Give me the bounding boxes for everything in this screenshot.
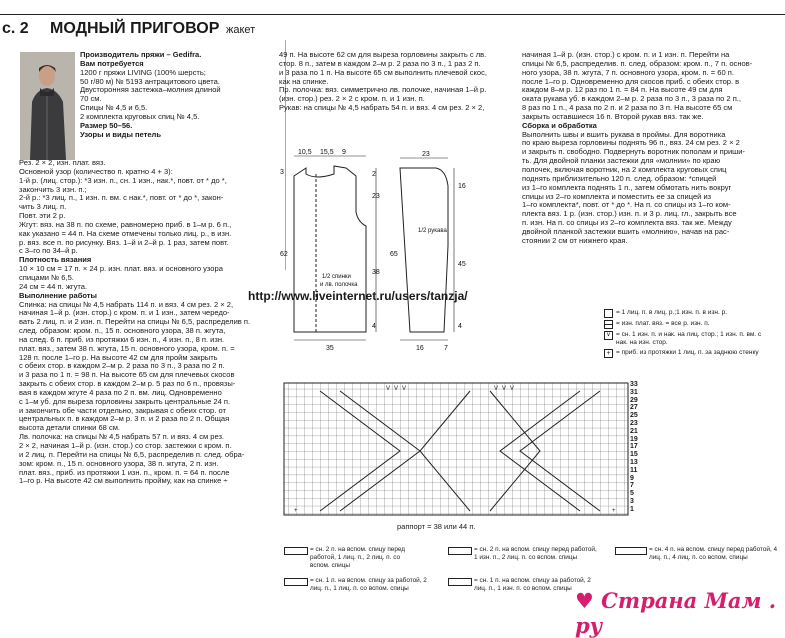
legend-text: = сн. 1 изн. п. и нак. на лиц. стор.; 1 изн. п. вм. с нак. на изн. стор. [616,331,762,346]
svg-text:+: + [294,508,298,514]
sleeve-outline [400,168,448,332]
text-line: 2 × 2, начиная 1–й р. (изн. стор.) со стор. застежки с кром. п. [19,441,232,450]
legend-text: = изн. плат. вяз. = все р. изн. п. [616,320,710,327]
row-number: 7 [630,482,634,490]
cable-chart [280,381,640,521]
sleeve-h-4: 4 [458,323,462,330]
row-number: 23 [630,419,638,427]
back-label-1: 1/2 спинки [322,274,351,280]
slip-stitch-icon: ∨ [604,331,613,340]
legend-text: = сн. 4 п. на вспом. спицу перед работой, 4 лиц. п., 4 лиц. п. со вспом. спицы [649,546,778,561]
row-number: 21 [630,427,638,435]
sleeve-top: 23 [422,151,430,158]
cable-symbol-icon [448,547,472,555]
svg-text:V: V [386,386,391,392]
row-number: 19 [630,435,638,443]
patterns-heading: Узоры и виды петель [80,129,161,139]
section-heading: Плотность вязания [19,255,92,265]
row-number: 11 [630,466,638,474]
svg-text:V: V [510,386,515,392]
dim-top-2: 15,5 [320,149,334,156]
materials-heading: Вам потребуется [80,58,144,68]
knit-symbol-icon [604,309,613,318]
sleeve-b-2: 7 [444,345,448,352]
text-line: с 1–м уб. для выреза горловины закрыть центральные 24 п. [19,396,231,406]
article-title: МОДНЫЙ ПРИГОВОР [50,20,220,37]
dim-h-1: 3 [280,169,284,176]
section-heading: Выполнение работы [19,290,97,300]
legend-cable-2 [284,577,434,593]
symbol-legend [604,309,782,358]
text-line: центральных п. в каждом 2–м р. 3 п. и 2 раза по 2 п. Общая [19,414,230,424]
text-line: как на спинке. [279,76,329,86]
text-line: спицы № 6,5, распределив. п. след. образом: кром. п., 7 п. основ- [522,58,753,68]
text-line: 49 п. На высоте 62 см для выреза горловины закрыть с лв. [279,50,487,59]
section-heading: Сборка и обработка [522,120,597,130]
sleeve-h-2: 65 [390,251,398,258]
text-line: 1-й р. (лиц. стор.): *3 изн. п., сн. 1 изн., нак.*, повт. от * до *, [19,175,227,185]
row-number: 3 [630,497,634,505]
text-line: из 1–го комплекта поднять 1 п., затем обмотать нить вокруг [522,182,732,192]
text-line: после 1–го р. Одновременно для скосов приб. с обеих стор. в [522,76,740,86]
text-line: 1200 г пряжи LIVING (100% шерсть; [80,67,206,77]
text-line: Рез. 2 × 2, изн. плат. вяз. [19,158,106,167]
legend-item [604,320,782,329]
text-line: спицы из 2–го комплекта и поместить ее за спицей из [522,191,712,201]
svg-text:+: + [612,508,616,514]
legend-item [604,349,782,358]
text-line: п. изн. На п. со спицы из 2–го комплекта вяз. так же. Между [522,218,732,228]
size-line: Размер 50–56. [80,120,133,130]
svg-text:V: V [394,386,399,392]
text-line: и 3 раза по 1 п. = 98 п. На высоте 65 см для плечевых скосов [19,370,235,380]
raport-label: раппорт = 38 или 44 п. [397,522,476,531]
text-line: плат. вяз., затем 38 п. жгута, 15 п. основного узора, кром. п. = [19,343,235,353]
text-line: 50 г/80 м) № 5193 антрацитового цвета. [80,76,220,86]
materials-block [80,51,221,139]
text-line: плат. вяз., приб. из протяжки 1 изн. п., кром. п. = 64 п. после [19,467,230,477]
svg-text:V: V [402,386,407,392]
row-number: 33 [630,381,638,388]
text-line: на след. 6 п. приб. из протяжки 6 изн. п., 4 изн. п., 8 п. изн. [19,334,225,344]
text-line: начиная 1–й р. (изн. стор.) с кром. п. и 1 изн., затем чередо- [19,308,230,318]
text-line: 24 см = 44 п. жгута. [19,281,88,291]
back-label-2: и лв. полочка [320,282,358,288]
row-number: 1 [630,505,634,513]
text-line: с обеих стор. в каждом 2–м р. 2 раза по 3 п., 3 раза по 2 п. [19,361,225,371]
text-line: полочек, включая воротник, на 2 комплекта круговых спиц [522,164,727,174]
text-line: с 3–го по 34–й р. [19,246,78,256]
cable-symbol-icon [615,547,647,555]
svg-text:V: V [494,386,499,392]
text-line: по краю выреза горловины поднять 96 п., вяз. 24 см рез. 2 × 2 [522,138,740,148]
sleeve-label: 1/2 рукава [418,228,447,234]
model-photo [20,52,75,160]
text-line: стор. 8 п., затем в каждом 2–м р. 2 раза по 3 п., 1 раз 2 п. [279,58,481,68]
text-line: закрыть оставшиеся 16 п. Второй рукав вяз. так же. [522,111,704,121]
text-line: Основной узор (количество п. кратно 4 + 3): [19,166,173,176]
instructions-column-3 [522,51,752,246]
legend-cable-3 [448,546,598,562]
cable-symbol-icon [448,578,472,586]
text-line: 1–го комплекта*, повт. от * до *. На п. со спицы из 1–го ком- [522,200,731,210]
instructions-column-2 [279,51,487,113]
legend-text: = сн. 2 п. на вспом. спицу перед работой, 1 лиц. п., 2 лиц. п. со вспом. спицы [310,546,406,569]
sleeve-h-1: 16 [458,183,466,190]
dim-h-6: 4 [372,323,376,330]
text-line: вать 2 лиц. п. и 2 изн. п. Перейти на спицы № 6,5, распределив п. [19,317,251,327]
text-line: каждом 8–м р. 12 раз по 1 п. = 84 п. На высоте 49 см для [522,85,723,95]
legend-text: = сн. 1 п. на вспом. спицу за работой, 2 лиц. п., 1 изн. п. со вспом. спицы [474,577,591,592]
text-line: двойной планкой застежки вшить «молнию», начав на рас- [522,226,730,236]
legend-cable-1 [284,546,408,570]
header-rule [0,14,785,15]
text-line: ть. Для двойной планки застежки для «молнии» по краю [522,156,721,166]
row-number: 31 [630,388,638,396]
text-line: поднять приблизительно 120 п. след. образом: *спицей [522,173,717,183]
text-line: вая в каждом жгуте 4 раза по 2 п. вм. лиц. Одновременно [19,387,222,397]
text-line: (изн. стор.) рез. 2 × 2 с кром. п. и 1 изн. п. [279,94,425,104]
dim-h-3: 23 [372,193,380,200]
watermark-url[interactable]: http://www.liveinternet.ru/users/tanzja/ [248,289,468,303]
text-line: чить 3 лиц. п. [19,202,67,212]
cable-symbol-icon [284,547,308,555]
yarn-maker: Производитель пряжи – Gedifra. [80,50,202,59]
text-line: Пр. полочка: вяз. симметрично лв. полочке, начиная 1–й р. [279,85,487,95]
row-number: 9 [630,474,634,482]
row-number: 25 [630,412,638,420]
text-line: 8 раз по 1 п., 4 раза по 2 п. и 2 раза по 3 п. На высоте 65 см [522,103,733,113]
text-line: и 3 раза по 1 п. На высоте 65 см выполнить плечевой скос, [279,67,487,77]
text-line: 1–го р. На высоте 42 см выполнить пройму, как на спинке ÷ [19,476,228,486]
text-line: и закончить обе части отдельно, закрывая с обеих стор. от [19,405,226,415]
dim-top-1: 10,5 [298,149,312,156]
instructions-column-1 [19,159,281,486]
purl-symbol-icon [604,320,613,329]
text-line: Рукав: на спицы № 4,5 набрать 54 п. и вяз. 4 см рез. 2 × 2, [279,103,485,113]
legend-item [604,331,782,347]
text-line: стоянии 2 см от нижнего края. [522,235,628,245]
row-number: 13 [630,458,638,466]
increase-symbol-icon: + [604,349,613,358]
dim-width: 35 [326,345,334,352]
back-outline [294,166,366,332]
sleeve-b-1: 16 [416,345,424,352]
text-line: 10 × 10 см = 17 п. × 24 р. изн. плат. вяз. и основного узора [19,264,223,274]
text-line: закрыть с обеих стор. в каждом 2–м р. 5 раз по 6 п., провязы- [19,379,236,389]
legend-cable-5 [615,546,781,562]
text-line: след. образом: кром. п., 15 п. основного узора, 38 п. жгута, [19,326,226,336]
text-line: плекта вяз. 1 р. (изн. стор.) изн. п. и 3 р. лиц. гл., закрыть все [522,209,737,219]
row-number: 17 [630,443,638,451]
dim-top-3: 9 [342,149,346,156]
article-subtitle: жакет [226,24,256,36]
text-line: начиная 1–й р. (изн. стор.) с кром. п. и 1 изн. п. Перейти на [522,50,730,59]
dim-h-4: 62 [280,251,288,258]
text-line: закончить 3 изн. п.; [19,184,87,194]
legend-text: = приб. из протяжки 1 лиц. п. за заднюю стенку [616,349,759,356]
text-line: как указано = 44 п. На схеме отмечены только лиц. р., в изн. [19,228,232,238]
text-line: Двусторонняя застежка–молния длиной [80,85,221,95]
row-number: 29 [630,396,638,404]
legend-text: = сн. 1 п. на вспом. спицу за работой, 2 лиц. п., 1 лиц. п. со вспом. спицы [310,577,427,592]
legend-text: = сн. 2 п. на вспом. спицу перед работой, 1 изн. п., 2 лиц. п. со вспом. спицы [474,546,597,561]
text-line: 70 см. [80,94,102,104]
text-line: спицами № 6,5. [19,272,74,282]
text-line: 128 п. после 1–го р. На высоте 42 см для пройм закрыть [19,352,218,362]
row-number: 27 [630,404,638,412]
row-number: 5 [630,490,634,498]
text-line: зом: кром. п., 15 п. основного узора, 38 п. жгута, 2 п. изн. [19,458,219,468]
text-line: Повт. эти 2 р. [19,211,66,221]
dim-h-5: 38 [372,269,380,276]
sleeve-h-3: 45 [458,261,466,268]
text-line: 2-й р.: *3 лиц. п., 1 изн. п. вм. с нак.*, повт. от * до *, закон- [19,193,224,203]
text-line: Лв. полочка: на спицы № 4,5 набрать 57 п. и вяз. 4 см рез. [19,432,225,442]
text-line: р. вяз. все п. по рисунку. Вяз. 1–й и 2–й р. 1 раз, затем повт. [19,237,229,247]
text-line: Выполнить швы и вшить рукава в проймы. Для воротника [522,129,726,139]
row-numbers [630,381,638,514]
dim-h-2: 2 [372,171,376,178]
legend-text: = 1 лиц. п. в лиц. р.;1 изн. п. в изн. р. [616,309,728,316]
site-logo: ♥ Страна Мам . ру [575,588,777,638]
text-line: Жгут: вяз. на 38 п. по схеме, равномерно приб. в 1–м р. 6 п., [19,219,232,229]
row-number: 15 [630,451,638,459]
text-line: ного узора, 38 п. жгута, 7 п. основного узора, кром. п. = 60 п. [522,67,734,77]
pattern-schematic [276,146,476,352]
text-line: высота детали спинки 68 см. [19,423,121,433]
svg-text:V: V [502,386,507,392]
text-line: и закрыть п. свободно. Подвернуть воротник пополам и приши- [522,147,745,157]
text-line: оката рукава уб. в каждом 2–м р. 2 раза по 3 п., 3 раза по 2 п., [522,94,742,104]
cable-symbol-icon [284,578,308,586]
page-number: с. 2 [2,20,29,37]
text-line: 2 комплекта круговых спиц № 4,5. [80,111,200,121]
text-line: Спицы № 4,5 и 6,5. [80,103,148,113]
text-line: и 2 лиц. п. Перейти на спицы № 6,5, распределив п. след. обра- [19,449,245,459]
legend-item [604,309,782,318]
text-line: Спинка: на спицы № 4,5 набрать 114 п. и вяз. 4 см рез. 2 × 2, [19,299,234,309]
